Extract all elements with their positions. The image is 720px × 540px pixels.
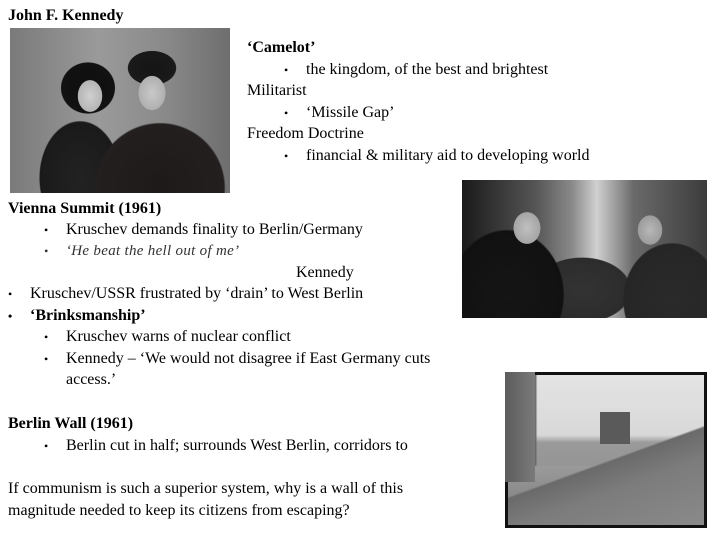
brinksmanship-bullet: • ‘Brinksmanship’	[30, 305, 146, 327]
quote-attribution: Kennedy	[296, 264, 354, 281]
freedom-doctrine-bullet: • financial & military aid to developing world	[306, 145, 589, 167]
vienna-bullet: • Kruschev demands finality to Berlin/Germany	[66, 219, 363, 241]
closing-question-line: magnitude needed to keep its citizens from escaping?	[8, 502, 350, 519]
brinksmanship-sub-bullet: • Kruschev warns of nuclear conflict	[66, 326, 291, 348]
closing-question-line: If communism is such a superior system, why is a wall of this	[8, 480, 404, 497]
vienna-summit-heading: Vienna Summit (1961)	[8, 200, 162, 217]
berlin-wall-bullet: • Berlin cut in half; surrounds West Berlin, corridors to	[66, 435, 408, 457]
brinksmanship-sub-bullet-continuation: access.’	[66, 371, 117, 388]
photo-scene	[508, 375, 704, 525]
militarist-heading: Militarist	[247, 82, 307, 99]
camelot-heading: ‘Camelot’	[247, 39, 316, 56]
vienna-summit-handshake-photo	[462, 180, 707, 318]
vienna-top-bullet: • Kruschev/USSR frustrated by ‘drain’ to West Berlin	[30, 283, 363, 305]
berlin-wall-photo	[505, 372, 707, 528]
berlin-wall-heading: Berlin Wall (1961)	[8, 415, 134, 432]
photo-building	[505, 372, 535, 482]
kennedy-quote: • ‘He beat the hell out of me’	[66, 240, 239, 262]
militarist-bullet: • ‘Missile Gap’	[306, 102, 394, 124]
brinksmanship-sub-bullet: • Kennedy – ‘We would not disagree if East Germany cuts	[66, 348, 430, 370]
camelot-bullet: • the kingdom, of the best and brightest	[306, 59, 548, 81]
slide-title: John F. Kennedy	[8, 7, 124, 24]
jfk-portrait-photo	[10, 28, 230, 193]
brandenburg-gate-shape	[600, 412, 630, 444]
freedom-doctrine-heading: Freedom Doctrine	[247, 125, 364, 142]
